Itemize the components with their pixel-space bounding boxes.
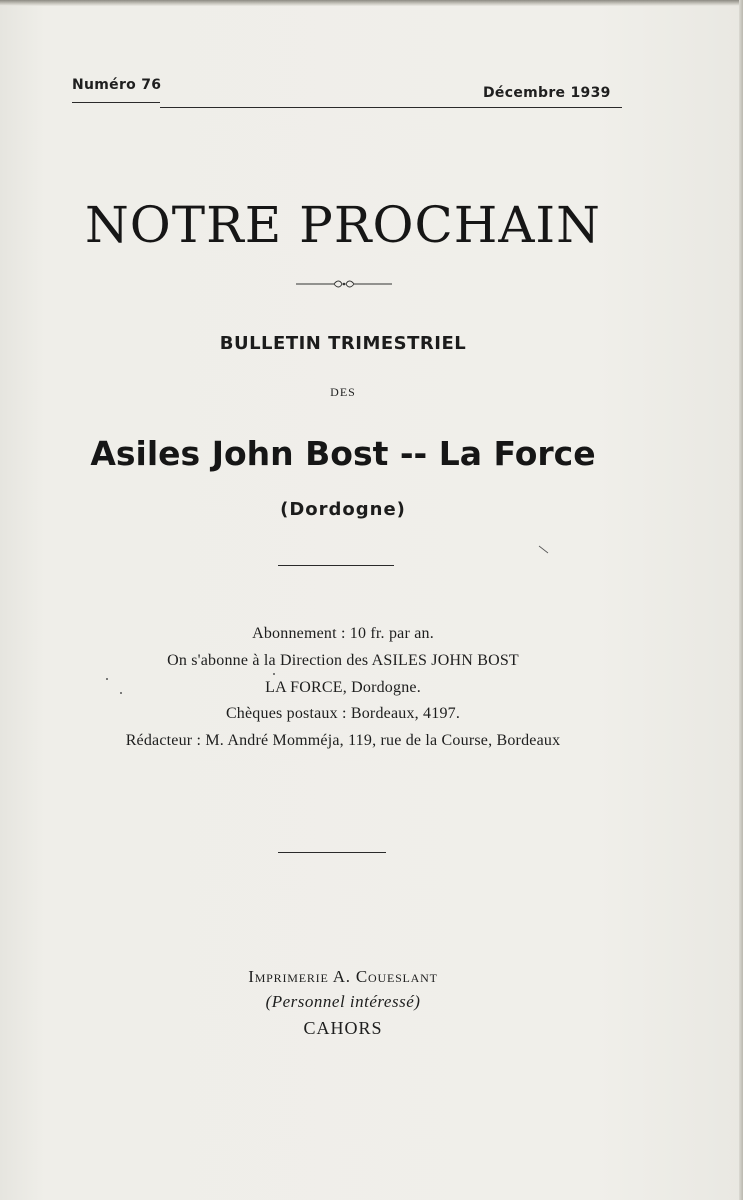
page-right-edge bbox=[739, 0, 743, 1200]
subscription-address: On s'abonne à la Direction des ASILES JOHN BOST bbox=[167, 652, 519, 669]
issue-number: Numéro 76 bbox=[72, 77, 162, 93]
postal-cheques: Chèques postaux : Bordeaux, 4197. bbox=[225, 705, 461, 722]
paper-speck bbox=[120, 692, 122, 694]
subtitle-connector: DES bbox=[330, 385, 356, 399]
institution-name: Asiles John Bost -- La Force bbox=[90, 434, 596, 473]
issue-date: Décembre 1939 bbox=[483, 85, 611, 101]
stray-ink-mark bbox=[538, 545, 550, 555]
subscription-price: Abonnement : 10 fr. par an. bbox=[252, 625, 434, 642]
subscription-location: LA FORCE, Dordogne. bbox=[265, 679, 421, 696]
paper-speck bbox=[273, 673, 275, 675]
header-rule-left bbox=[72, 102, 160, 103]
institution-region: (Dordogne) bbox=[280, 499, 406, 520]
paper-speck bbox=[106, 678, 108, 680]
section-divider bbox=[278, 565, 394, 566]
header-rule-right bbox=[160, 107, 622, 108]
printer-name: Imprimerie A. Coueslant bbox=[248, 967, 438, 986]
footer-divider bbox=[278, 852, 386, 853]
publication-subtitle: BULLETIN TRIMESTRIEL bbox=[219, 333, 467, 354]
publication-title: NOTRE PROCHAIN bbox=[85, 196, 601, 254]
editor-info: Rédacteur : M. André Momméja, 119, rue de la Course, Bordeaux bbox=[125, 732, 561, 749]
printer-city: CAHORS bbox=[303, 1018, 383, 1038]
printer-note: (Personnel intéressé) bbox=[265, 992, 421, 1011]
page-top-edge bbox=[0, 0, 743, 6]
ornament-divider bbox=[296, 276, 392, 292]
